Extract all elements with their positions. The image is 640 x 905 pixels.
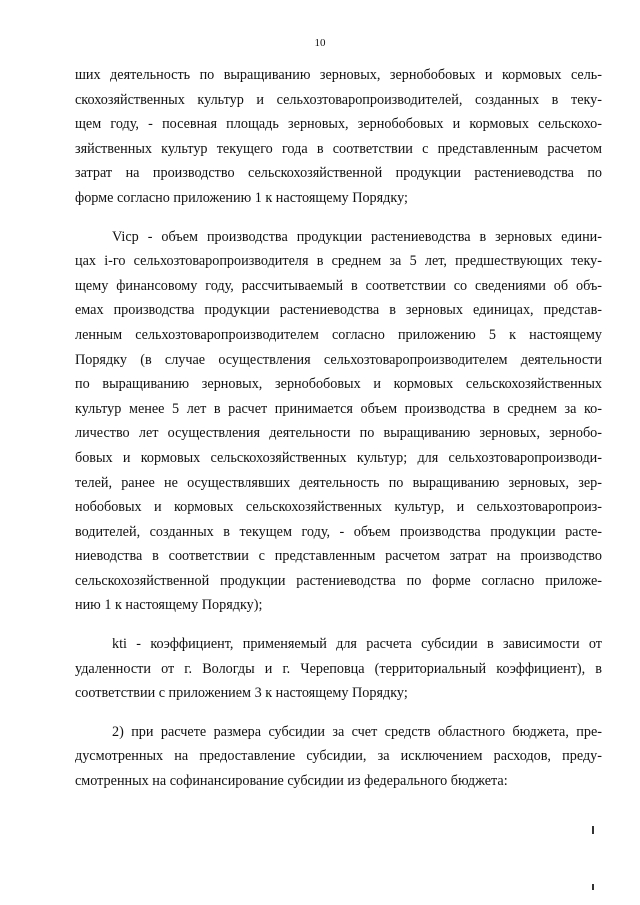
text-line: зяйственных культур текущего года в соответствии с представленным расчетом (75, 140, 602, 157)
text-line: форме согласно приложению 1 к настоящему Порядку; (75, 189, 408, 206)
text-line: щему финансовому году, рассчитываемый в соответствии со сведениями об объ- (75, 277, 602, 294)
text-line: Vicp - объем производства продукции растениеводства в зерновых едини- (112, 228, 602, 245)
text-line: Порядку (в случае осуществления сельхозтоваропроизводителем деятельности (75, 351, 602, 368)
text-line: по выращиванию зерновых, зернобобовых и кормовых сельскохозяйственных (75, 376, 602, 393)
text-line: телей, ранее не осуществлявших деятельность по выращиванию зерновых, зер- (75, 474, 602, 491)
page-number: 10 (314, 37, 326, 49)
text-line: нию 1 к настоящему Порядку); (75, 597, 263, 614)
document-body (75, 63, 602, 794)
text-line: ниеводства в соответствии с представленным расчетом затрат на производство (75, 548, 602, 565)
text-line: дусмотренных на предоставление субсидии, за исключением расходов, преду- (75, 748, 602, 765)
text-line: скохозяйственных культур и сельхозтоваропроизводителей, созданных в теку- (75, 91, 602, 108)
text-line: соответствии с приложением 3 к настоящему Порядку; (75, 685, 408, 702)
text-line: щем году, - посевная площадь зерновых, зернобобовых и кормовых сельскохо- (75, 116, 602, 133)
text-line: ших деятельность по выращиванию зерновых, зернобобовых и кормовых сель- (75, 67, 602, 83)
text-line: водителей, созданных в текущем году, - объем производства продукции расте- (75, 523, 602, 540)
scan-mark (592, 884, 594, 890)
text-line: смотренных на софинансирование субсидии из федерального бюджета: (75, 773, 508, 790)
text-line: личество лет осуществления деятельности по выращиванию зерновых, зернобо- (75, 425, 602, 442)
paragraph-territorial-coefficient (75, 632, 602, 706)
text-line: ленным сельхозтоваропроизводителем согласно приложению 5 к настоящему (75, 326, 602, 343)
paragraph-land-area-continuation (75, 63, 602, 211)
paragraph-regional-budget (75, 720, 602, 794)
text-line: цах i-го сельхозтоваропроизводителя в среднем за 5 лет, предшествующих теку- (75, 253, 602, 270)
text-line: удаленности от г. Вологды и г. Череповца (территориальный коэффициент), в (75, 660, 602, 677)
text-line: kti - коэффициент, применяемый для расчета субсидии в зависимости от (112, 636, 602, 653)
scan-mark (592, 826, 594, 834)
text-line: бовых и кормовых сельскохозяйственных культур; для сельхозтоваропроизводи- (75, 449, 602, 466)
text-line: емах производства продукции растениеводства в зерновых единицах, представ- (75, 302, 602, 319)
paragraph-production-volume (75, 225, 602, 619)
text-line: 2) при расчете размера субсидии за счет средств областного бюджета, пре- (112, 723, 602, 740)
text-line: затрат на производство сельскохозяйственной продукции растениеводства по (75, 165, 602, 182)
text-line: культур менее 5 лет в расчет принимается объем производства в среднем за ко- (75, 400, 602, 417)
text-line: сельскохозяйственной продукции растениеводства по форме согласно приложе- (75, 572, 602, 589)
text-line: нобобовых и кормовых сельскохозяйственных культур, и сельхозтоваропроиз- (75, 499, 602, 516)
